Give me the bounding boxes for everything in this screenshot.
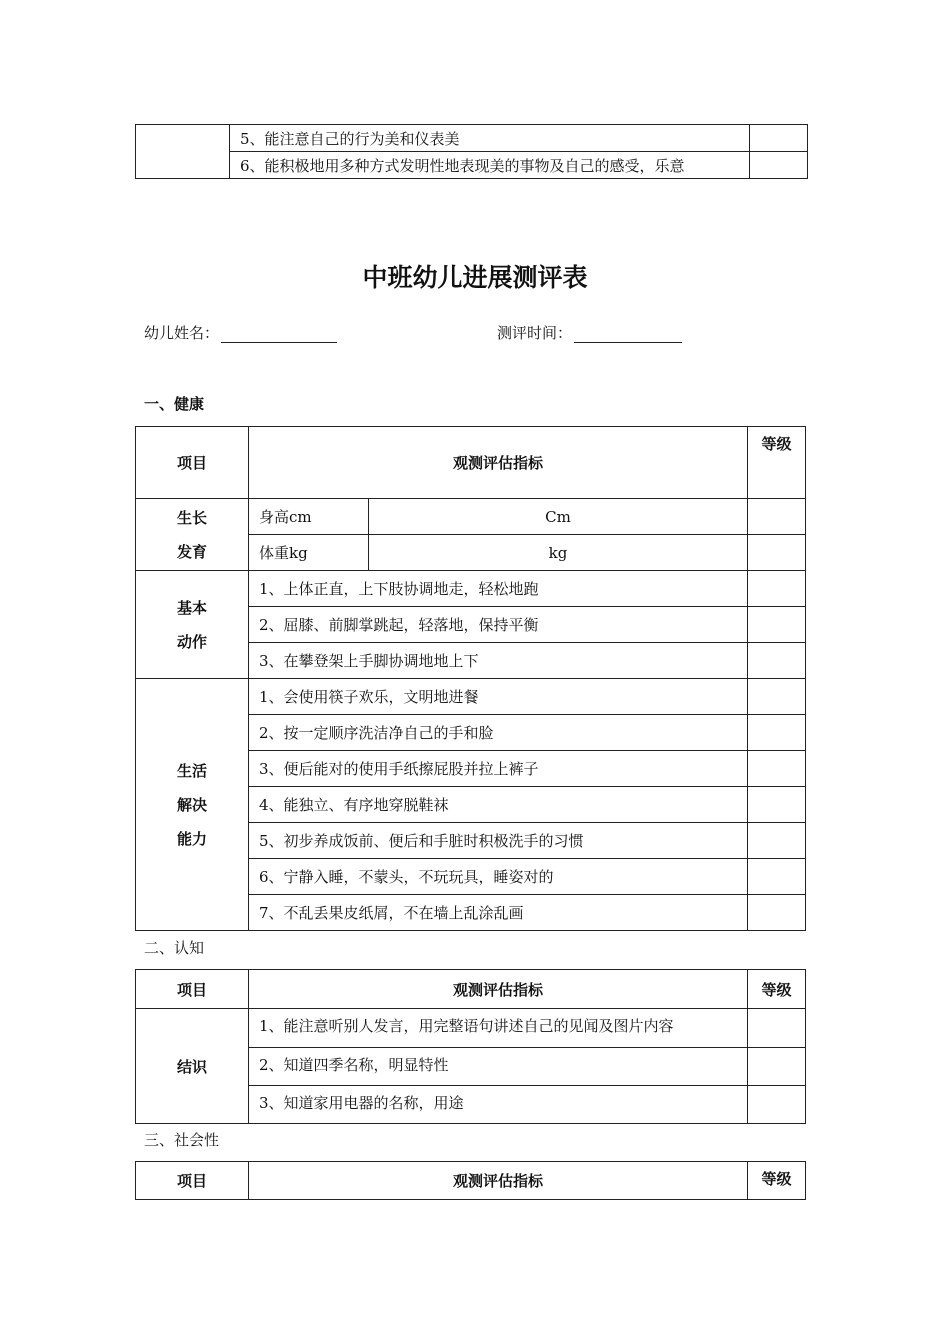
col-header-item: 项目 (136, 1162, 249, 1200)
grade-cell[interactable] (748, 787, 806, 823)
category-life (136, 679, 249, 931)
indicator-row: 4、能独立、有序地穿脱鞋袜 (249, 787, 748, 823)
health-heading: 一、健康 (144, 395, 205, 413)
category-growth-line-1: 生长 (176, 508, 207, 527)
grade-cell[interactable] (748, 607, 806, 643)
height-unit[interactable]: Cm (369, 499, 748, 535)
grade-cell[interactable] (748, 1048, 806, 1086)
indicator-row: 7、不乱丢果皮纸屑，不在墙上乱涂乱画 (249, 895, 748, 931)
height-label: 身高cm (249, 499, 369, 535)
indicator-row: 1、能注意听别人发言，用完整语句讲述自己的见闻及图片内容 (249, 1009, 748, 1048)
col-header-grade: 等级 (748, 970, 806, 1009)
indicator-row: 2、按一定顺序洗洁净自己的手和脸 (249, 715, 748, 751)
col-header-indicator: 观测评估指标 (249, 970, 748, 1009)
time-label: 测评时间： (497, 324, 573, 342)
grade-cell[interactable] (748, 751, 806, 787)
category-life-line-1: 生活 (176, 761, 207, 780)
grade-cell[interactable] (748, 1009, 806, 1048)
grade-cell[interactable] (748, 895, 806, 931)
name-input-line[interactable] (221, 324, 337, 343)
category-growth (136, 499, 249, 571)
indicator-row: 2、屈膝、前脚掌跳起，轻落地，保持平衡 (249, 607, 748, 643)
top-table-empty-cell (136, 125, 230, 179)
grade-cell[interactable] (748, 823, 806, 859)
top-table-row-2: 6、能积极地用多种方式发明性地表现美的事物及自己的感受，乐意 (230, 152, 750, 179)
name-label: 幼儿姓名： (144, 324, 220, 342)
grade-cell[interactable] (748, 499, 806, 535)
grade-cell[interactable] (748, 679, 806, 715)
grade-cell[interactable] (748, 1086, 806, 1124)
col-header-grade: 等级 (748, 427, 806, 499)
grade-cell[interactable] (750, 125, 808, 152)
col-header-item: 项目 (136, 970, 249, 1009)
social-heading: 三、社会性 (144, 1131, 220, 1149)
indicator-row: 5、初步养成饭前、便后和手脏时积极洗手的习惯 (249, 823, 748, 859)
category-life-line-3: 能力 (176, 829, 207, 848)
indicator-row: 1、上体正直，上下肢协调地走，轻松地跑 (249, 571, 748, 607)
page-title: 中班幼儿进展测评表 (362, 263, 588, 292)
category-basic-line-1: 基本 (176, 598, 207, 617)
weight-label: 体重kg (249, 535, 369, 571)
col-header-item: 项目 (136, 427, 249, 499)
grade-cell[interactable] (748, 571, 806, 607)
indicator-row: 3、便后能对的使用手纸擦屁股并拉上裤子 (249, 751, 748, 787)
grade-cell[interactable] (750, 152, 808, 179)
indicator-row: 3、在攀登架上手脚协调地地上下 (249, 643, 748, 679)
indicator-row: 6、宁静入睡，不蒙头，不玩玩具，睡姿对的 (249, 859, 748, 895)
category-basic (136, 571, 249, 679)
social-table (135, 1161, 806, 1200)
time-field (497, 322, 682, 343)
health-table (135, 426, 806, 931)
category-life-line-2: 解决 (176, 795, 207, 814)
col-header-grade: 等级 (748, 1162, 806, 1200)
cognition-table (135, 969, 806, 1124)
grade-cell[interactable] (748, 643, 806, 679)
name-field (144, 322, 337, 343)
grade-cell[interactable] (748, 535, 806, 571)
category-knowledge: 结识 (136, 1009, 249, 1124)
top-table (135, 124, 808, 179)
cognition-heading: 二、认知 (144, 939, 205, 957)
indicator-row: 1、会使用筷子欢乐，文明地进餐 (249, 679, 748, 715)
time-input-line[interactable] (574, 324, 682, 343)
indicator-row: 2、知道四季名称，明显特性 (249, 1048, 748, 1086)
top-table-row-1: 5、能注意自己的行为美和仪表美 (230, 125, 750, 152)
weight-unit[interactable]: kg (369, 535, 748, 571)
category-basic-line-2: 动作 (176, 632, 207, 651)
indicator-row: 3、知道家用电器的名称，用途 (249, 1086, 748, 1124)
grade-cell[interactable] (748, 715, 806, 751)
col-header-indicator: 观测评估指标 (249, 1162, 748, 1200)
category-growth-line-2: 发育 (176, 542, 207, 561)
col-header-indicator: 观测评估指标 (249, 427, 748, 499)
grade-cell[interactable] (748, 859, 806, 895)
